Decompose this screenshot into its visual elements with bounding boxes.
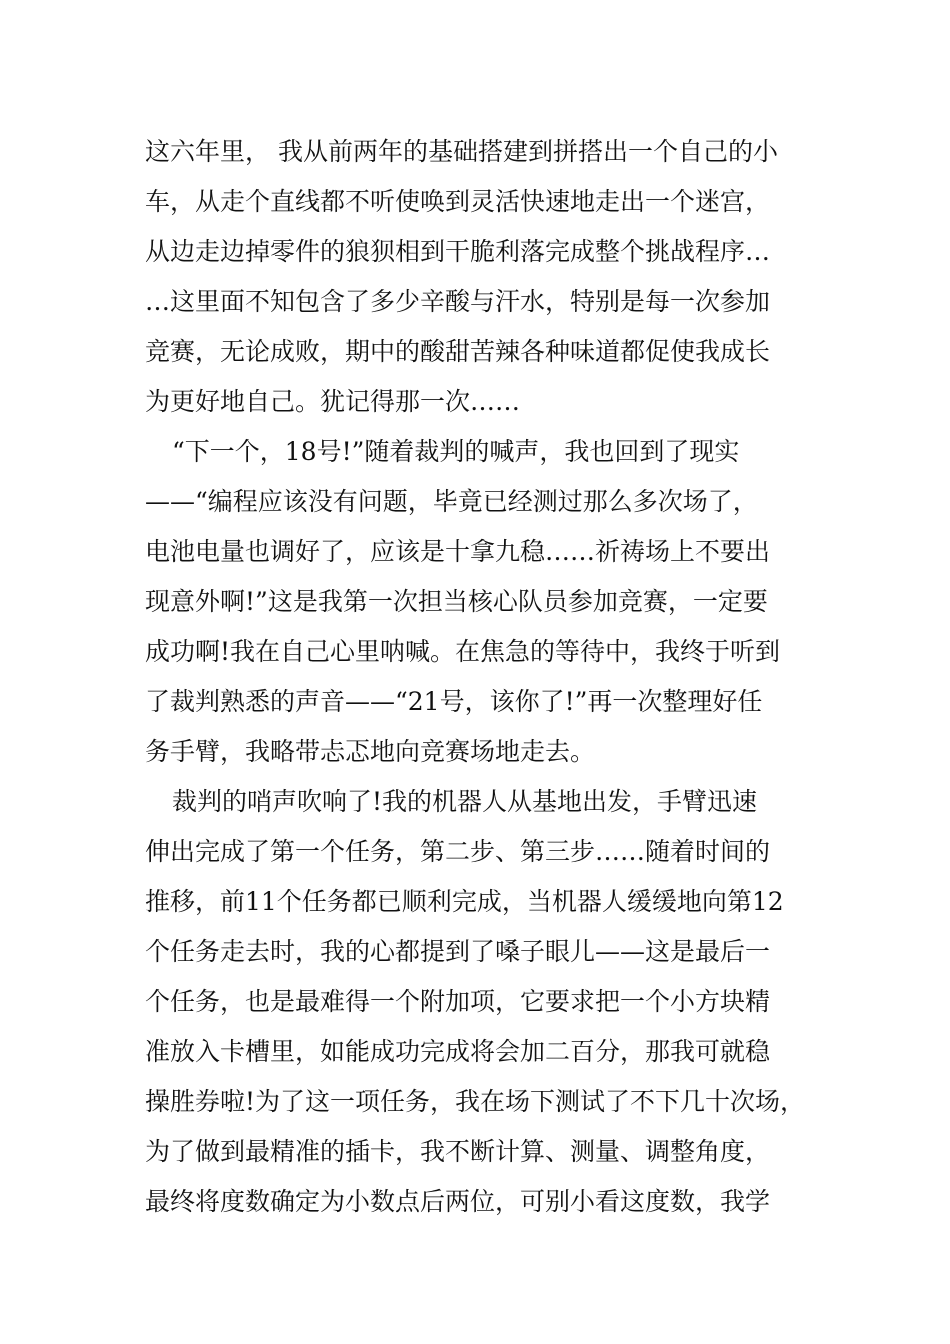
text-line-19: 准放入卡槽里，如能成功完成将会加二百分，那我可就稳	[145, 1037, 771, 1066]
text-line-1: 这六年里， 我从前两年的基础搭建到拼搭出一个自己的小	[145, 137, 778, 166]
text-line-5: 竞赛，无论成败，期中的酸甜苦辣各种味道都促使我成长	[145, 337, 771, 366]
text-line-20: 操胜券啦!为了这一项任务，我在场下测试了不下几十次场，	[145, 1087, 806, 1116]
text-line-2: 车，从走个直线都不听使唤到灵活快速地走出一个迷宫，	[145, 187, 771, 216]
text-line-9: 电池电量也调好了，应该是十拿九稳……祈祷场上不要出	[145, 537, 771, 566]
text-line-15: 伸出完成了第一个任务，第二步、第三步……随着时间的	[145, 837, 771, 866]
text-line-13: 务手臂，我略带忐忑地向竞赛场地走去。	[145, 737, 596, 766]
text-line-22: 最终将度数确定为小数点后两位，可别小看这度数，我学	[145, 1187, 771, 1216]
text-line-11: 成功啊!我在自己心里呐喊。在焦急的等待中，我终于听到	[145, 637, 781, 666]
text-line-7: “下一个，18号!”随着裁判的喊声，我也回到了现实	[172, 437, 740, 466]
text-line-4: …这里面不知包含了多少辛酸与汗水，特别是每一次参加	[145, 287, 771, 316]
text-line-18: 个任务，也是最难得一个附加项，它要求把一个小方块精	[145, 987, 771, 1016]
text-line-21: 为了做到最精准的插卡，我不断计算、测量、调整角度，	[145, 1137, 771, 1166]
text-line-3: 从边走边掉零件的狼狈相到干脆利落完成整个挑战程序…	[145, 237, 771, 266]
text-line-12: 了裁判熟悉的声音——“21号，该你了!”再一次整理好任	[145, 687, 763, 716]
text-line-16: 推移，前11个任务都已顺利完成，当机器人缓缓地向第12	[145, 887, 784, 916]
text-line-14: 裁判的哨声吹响了!我的机器人从基地出发，手臂迅速	[172, 787, 758, 816]
text-line-17: 个任务走去时，我的心都提到了嗓子眼儿——这是最后一	[145, 937, 771, 966]
text-line-6: 为更好地自己。犹记得那一次……	[145, 387, 521, 416]
text-line-10: 现意外啊!”这是我第一次担当核心队员参加竞赛，一定要	[145, 587, 768, 616]
text-line-8: ——“编程应该没有问题，毕竟已经测过那么多次场了，	[145, 487, 758, 516]
